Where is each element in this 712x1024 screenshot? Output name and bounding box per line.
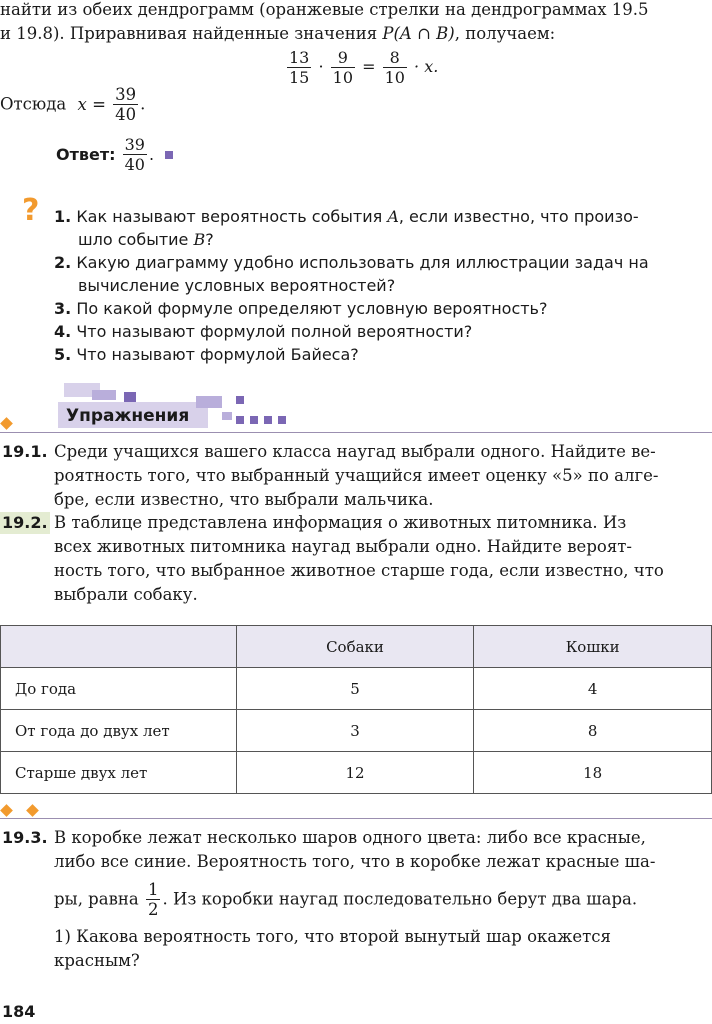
page-number: 184 xyxy=(2,1002,36,1021)
table-cell: 5 xyxy=(236,668,474,710)
exercise-number: 19.3. xyxy=(2,828,48,847)
decor-block xyxy=(124,392,136,402)
hence-line: Отсюда x = $\frac{39}{40}$ . xyxy=(0,85,146,124)
question-5: 5. Что называют формулой Байеса? xyxy=(54,345,359,364)
decor-block xyxy=(92,390,116,400)
questions-list xyxy=(54,205,710,366)
table-row xyxy=(1,668,712,710)
intro-line-2: и 19.8). Приравнивая найденные значения P(A ∩ B), получаем: xyxy=(0,24,556,43)
difficulty-diamond-icon xyxy=(0,417,13,430)
table-cell: От года до двух лет xyxy=(1,710,237,752)
section-rule xyxy=(0,818,712,819)
question-4: 4. Что называют формулой полной вероятности? xyxy=(54,322,473,341)
table-cell: 18 xyxy=(474,752,712,794)
exercise-19-2: В таблице представлена информация о животных питомника. Из всех животных питомника наугад выбрали одно. Найдите вероят- ность того, что выбранное животное старше года, если известно, что выбрали собаку. xyxy=(54,513,664,604)
decor-block xyxy=(236,396,244,404)
table-header-cell xyxy=(1,626,237,668)
difficulty-diamond-icon xyxy=(26,804,39,817)
table-row xyxy=(1,710,712,752)
exercise-19-3: В коробке лежат несколько шаров одного цвета: либо все красные, либо все синие. Вероятность того, что в коробке лежат красные ша- ры, равна $\frac{1}{2}$ . Из коробки наугад последовательно берут два шара. 1) Какова вероятность того, что второй вынутый шар окажется красным? xyxy=(54,828,656,970)
decor-block xyxy=(222,412,232,420)
table-row xyxy=(1,752,712,794)
decor-square xyxy=(250,416,258,424)
question-3: 3. По какой формуле определяют условную вероятность? xyxy=(54,299,548,318)
decor-square xyxy=(236,416,244,424)
table-header-row xyxy=(1,626,712,668)
decor-square xyxy=(264,416,272,424)
decor-block xyxy=(196,396,222,408)
question-mark-icon: ? xyxy=(22,193,40,228)
table-cell: 8 xyxy=(474,710,712,752)
exercise-19-1: Среди учащихся вашего класса наугад выбрали одного. Найдите ве- роятность того, что выбранный учащийся имеет оценку «5» по алге- бре, если известно, что выбрали мальчика. xyxy=(54,442,659,509)
question-1: 1. Как называют вероятность события A, если известно, что произо- xyxy=(54,207,639,226)
end-of-solution-square xyxy=(165,151,173,159)
question-2-cont: вычисление условных вероятностей? xyxy=(78,276,396,295)
table-cell: 3 xyxy=(236,710,474,752)
section-rule xyxy=(0,432,712,433)
decor-square xyxy=(278,416,286,424)
difficulty-diamond-icon xyxy=(0,804,13,817)
exercise-number-highlighted: 19.2. xyxy=(0,512,50,534)
table-header-cell: Собаки xyxy=(236,626,474,668)
answer: Ответ: $\frac{39}{40}$ . xyxy=(56,135,173,174)
intro-line-1: найти из обеих дендрограмм (оранжевые стрелки на дендрограммах 19.5 xyxy=(0,0,649,19)
table-cell: Старше двух лет xyxy=(1,752,237,794)
exercise-number: 19.1. xyxy=(2,442,48,461)
section-title: Упражнения xyxy=(66,406,190,426)
table-cell: 12 xyxy=(236,752,474,794)
table-cell: До года xyxy=(1,668,237,710)
table-cell: 4 xyxy=(474,668,712,710)
question-1-cont: шло событие B? xyxy=(78,230,214,249)
animals-table xyxy=(0,625,712,794)
table-header-cell: Кошки xyxy=(474,626,712,668)
equation: $\frac{13}{15}$ · $\frac{9}{10}$ = $\frac{8}{10}$ · x. xyxy=(289,48,439,87)
question-2: 2. Какую диаграмму удобно использовать для иллюстрации задач на xyxy=(54,253,649,272)
